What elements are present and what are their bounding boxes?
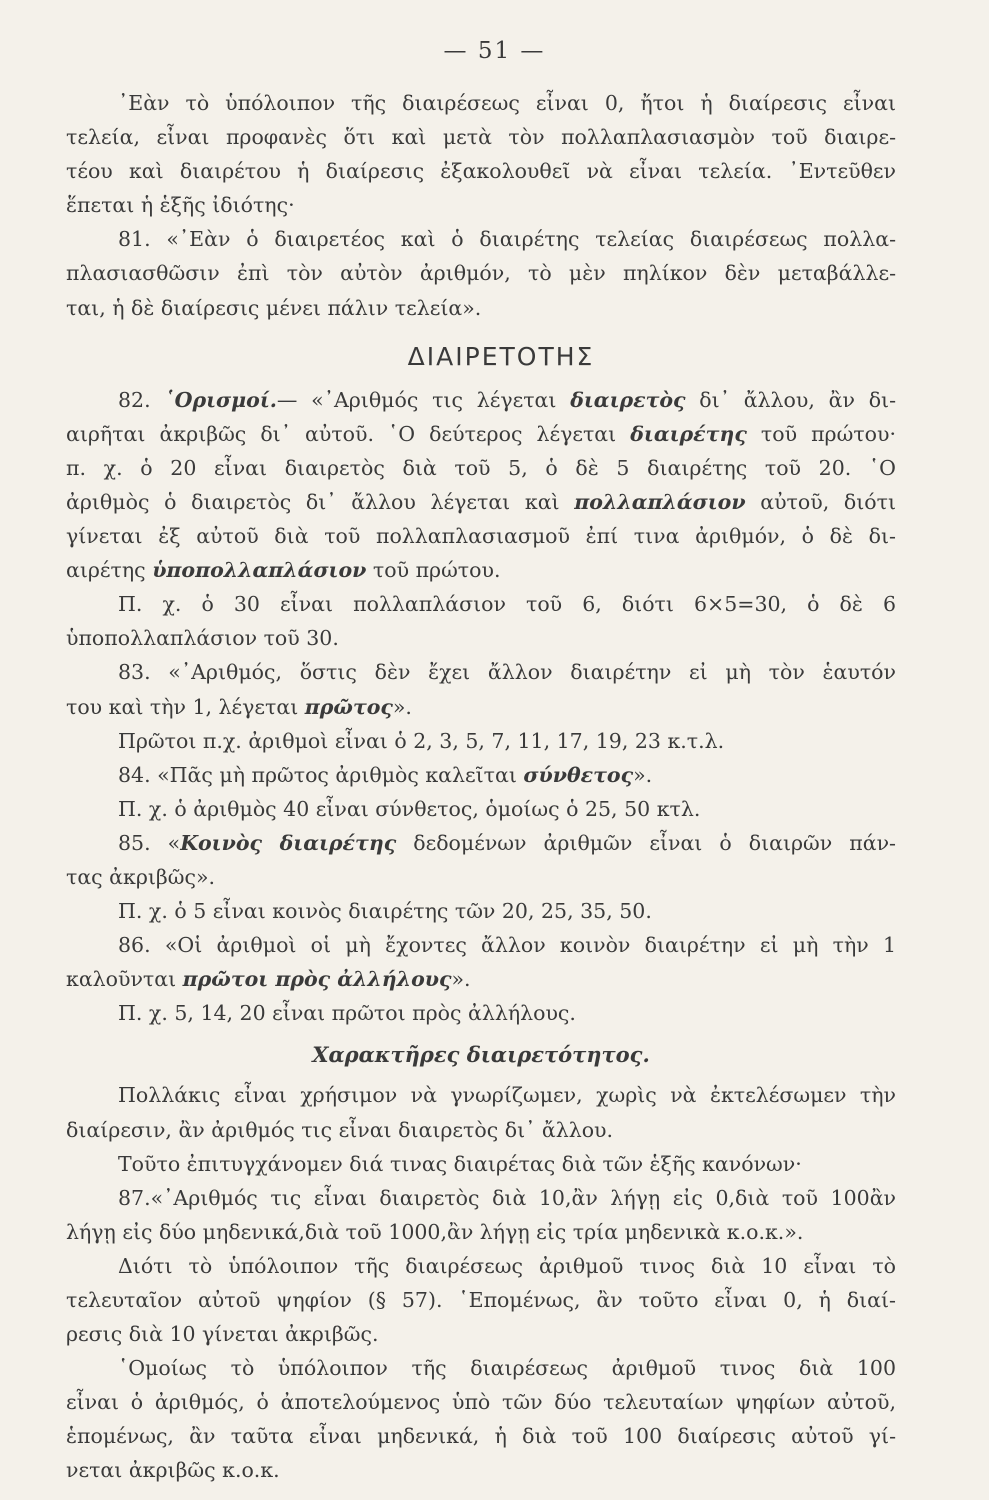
text-line [66, 1453, 896, 1487]
subsection-heading [66, 1030, 896, 1078]
text-line [66, 724, 896, 758]
text-line [66, 1215, 896, 1249]
text-line [66, 690, 896, 724]
text-segment: Πρῶτοι π.χ. ἀριθμοὶ εἶναι ὁ 2, 3, 5, 7, 11, 17, 19, 23 κ.τ.λ. [118, 728, 725, 753]
text-segment: 86. «Οἱ ἀριθμοὶ οἱ μὴ ἔχοντες ἄλλον κοινὸν διαιρέτην εἰ μὴ τὴν 1 [118, 933, 896, 958]
text-line [66, 86, 896, 120]
text-line [66, 417, 896, 451]
text-segment: αιρέτης [66, 558, 153, 583]
text-line [66, 519, 896, 553]
text-segment: τελευταῖον αὐτοῦ ψηφίον (§ 57). ῾Επομένως, ἂν τοῦτο εἶναι 0, ἡ διαί- [66, 1288, 896, 1312]
section-heading [66, 325, 896, 383]
text-line [66, 451, 896, 485]
page-body [66, 86, 896, 1488]
text-segment: 82. [118, 387, 165, 412]
text-line [66, 1181, 896, 1215]
text-line [66, 655, 896, 689]
text-line [66, 860, 896, 894]
text-segment: ῾Ομοίως τὸ ὑπόλοιπον τῆς διαιρέσεως ἀριθμοῦ τινος διὰ 100 [118, 1356, 896, 1381]
text-line [66, 996, 896, 1030]
text-line [66, 1351, 896, 1385]
text-line [66, 894, 896, 928]
text-line [66, 383, 896, 417]
text-segment: ἕπεται ἡ ἑξῆς ἰδιότης· [66, 193, 295, 218]
text-segment: εἶναι ὁ ἀριθμός, ὁ ἀποτελούμενος ὑπὸ τῶν δύο τελευταίων ψηφίων αὐτοῦ, [66, 1390, 896, 1415]
text-segment: αὐτοῦ, διότι [745, 489, 896, 514]
emphasized-term: ὑποπολλαπλάσιον [152, 558, 367, 583]
text-line [66, 1317, 896, 1351]
text-line [66, 120, 896, 154]
text-line [66, 1283, 896, 1317]
text-segment: ΔΙΑΙΡΕΤΟΤΗΣ [407, 341, 595, 371]
text-segment: 81. «᾿Εὰν ὁ διαιρετέος καὶ ὁ διαιρέτης τελείας διαιρέσεως πολλα- [118, 227, 896, 252]
text-line [66, 826, 896, 860]
text-segment: π. χ. ὁ 20 εἶναι διαιρετὸς διὰ τοῦ 5, ὁ δὲ 5 διαιρέτης τοῦ 20. ῾Ο [66, 455, 896, 480]
text-segment: Π. χ. ὁ ἀριθμὸς 40 εἶναι σύνθετος, ὁμοίως ὁ 25, 50 κτλ. [118, 796, 701, 821]
page-number: — 51 — [443, 38, 546, 64]
text-segment: ἑπομένως, ἂν ταῦτα εἶναι μηδενικά, ἡ διὰ τοῦ 100 διαίρεσις αὐτοῦ γί- [66, 1424, 896, 1449]
text-segment: τέου καὶ διαιρέτου ἡ διαίρεσις ἐξακολουθεῖ νὰ εἶναι τελεία. ᾿Εντεῦθεν [66, 159, 896, 184]
emphasized-term: πολλαπλάσιον [574, 489, 746, 514]
text-segment: ρεσις διὰ 10 γίνεται ἀκριβῶς. [66, 1322, 379, 1347]
text-segment: αιρῆται ἀκριβῶς δι᾿ αὐτοῦ. ῾Ο δεύτερος λέγεται [66, 421, 631, 446]
text-segment: πλασιασθῶσιν ἐπὶ τὸν αὐτὸν ἀριθμόν, τὸ μὲν πηλίκον δὲν μεταβάλλε- [66, 261, 896, 286]
text-line [66, 485, 896, 519]
text-segment: τελεία, εἶναι προφανὲς ὅτι καὶ μετὰ τὸν πολλαπλασιασμὸν τοῦ διαιρε- [66, 125, 896, 150]
text-line [66, 621, 896, 655]
text-segment: γίνεται ἐξ αὐτοῦ διὰ τοῦ πολλαπλασιασμοῦ ἐπί τινα ἀριθμόν, ὁ δὲ δι- [66, 524, 896, 549]
text-segment: ται, ἡ δὲ διαίρεσις μένει πάλιν τελεία». [66, 295, 482, 320]
text-segment: Π. χ. 5, 14, 20 εἶναι πρῶτοι πρὸς ἀλλήλους. [118, 1001, 576, 1026]
text-segment: δι᾿ ἄλλου, ἂν δι- [685, 387, 896, 412]
text-segment: δεδομένων ἀριθμῶν εἶναι ὁ διαιρῶν πάν- [396, 830, 896, 855]
text-segment: λήγῃ εἰς δύο μηδενικά,διὰ τοῦ 1000,ἂν λήγῃ εἰς τρία μηδενικὰ κ.ο.κ.». [66, 1219, 804, 1244]
text-line [66, 222, 896, 256]
text-segment: — «᾿Αριθμός τις λέγεται [276, 387, 571, 412]
text-segment: τας ἀκριβῶς». [66, 864, 216, 889]
text-line [66, 962, 896, 996]
text-segment: διαίρεσιν, ἂν ἀριθμός τις εἶναι διαιρετὸς δι᾿ ἄλλου. [66, 1117, 614, 1142]
text-segment: ἀριθμὸς ὁ διαιρετὸς δι᾿ ἄλλου λέγεται καὶ [66, 489, 575, 514]
text-segment: 87.«᾿Αριθμός τις εἶναι διαιρετὸς διὰ 10,ἂν λήγῃ εἰς 0,διὰ τοῦ 100ἂν [118, 1185, 896, 1210]
emphasized-term: διαιρετὸς [570, 387, 686, 412]
text-line [66, 256, 896, 290]
text-segment: Διότι τὸ ὑπόλοιπον τῆς διαιρέσεως ἀριθμοῦ τινος διὰ 10 εἶναι τὸ [118, 1253, 896, 1278]
text-line [66, 928, 896, 962]
text-segment: τοῦ πρώτου. [366, 558, 501, 583]
text-segment: ᾿Εὰν τὸ ὑπόλοιπον τῆς διαιρέσεως εἶναι 0, ἤτοι ἡ διαίρεσις εἶναι [118, 91, 896, 115]
text-segment: 85. « [118, 830, 181, 855]
emphasized-term: διαιρέτης [630, 421, 747, 446]
emphasized-term: πρῶτος [304, 694, 393, 719]
text-segment: Τοῦτο ἐπιτυγχάνομεν διά τινας διαιρέτας διὰ τῶν ἑξῆς κανόνων· [118, 1151, 802, 1176]
text-line [66, 1419, 896, 1453]
text-line [66, 1078, 896, 1112]
text-segment: ». [633, 762, 653, 787]
text-line [66, 1147, 896, 1181]
text-segment: 83. «᾿Αριθμός, ὅστις δὲν ἔχει ἄλλον διαιρέτην εἰ μὴ τὸν ἑαυτόν [118, 660, 896, 685]
text-segment: Π. χ. ὁ 5 εἶναι κοινὸς διαιρέτης τῶν 20, 25, 35, 50. [118, 899, 652, 924]
emphasized-term: σύνθετος [523, 762, 634, 787]
text-segment: του καὶ τὴν 1, λέγεται [66, 694, 305, 719]
text-line [66, 792, 896, 826]
text-line [66, 188, 896, 222]
text-segment: νεται ἀκριβῶς κ.ο.κ. [66, 1458, 280, 1483]
text-segment: ». [451, 967, 471, 992]
text-segment: Πολλάκις εἶναι χρήσιμον νὰ γνωρίζωμεν, χωρὶς νὰ ἐκτελέσωμεν τὴν [118, 1083, 896, 1108]
text-line [66, 1385, 896, 1419]
text-segment: 84. «Πᾶς μὴ πρῶτος ἀριθμὸς καλεῖται [118, 762, 524, 787]
text-segment: Χαρακτῆρες διαιρετότητος. [312, 1042, 650, 1068]
emphasized-term: Κοινὸς διαιρέτης [180, 830, 397, 855]
text-line [66, 587, 896, 621]
text-segment: καλοῦνται [66, 967, 183, 992]
text-segment: Π. χ. ὁ 30 εἶναι πολλαπλάσιον τοῦ 6, διότι 6×5=30, ὁ δὲ 6 [118, 592, 896, 617]
text-segment: ». [392, 694, 412, 719]
text-segment: τοῦ πρώτου· [746, 421, 896, 446]
text-line [66, 1249, 896, 1283]
text-line [66, 758, 896, 792]
emphasized-term: ῾Ορισμοί. [164, 387, 277, 412]
emphasized-term: πρῶτοι πρὸς ἀλλήλους [182, 967, 452, 992]
text-segment: ὑποπολλαπλάσιον τοῦ 30. [66, 626, 339, 651]
text-line [66, 154, 896, 188]
text-line [66, 553, 896, 587]
text-line [66, 291, 896, 325]
text-line [66, 1113, 896, 1147]
